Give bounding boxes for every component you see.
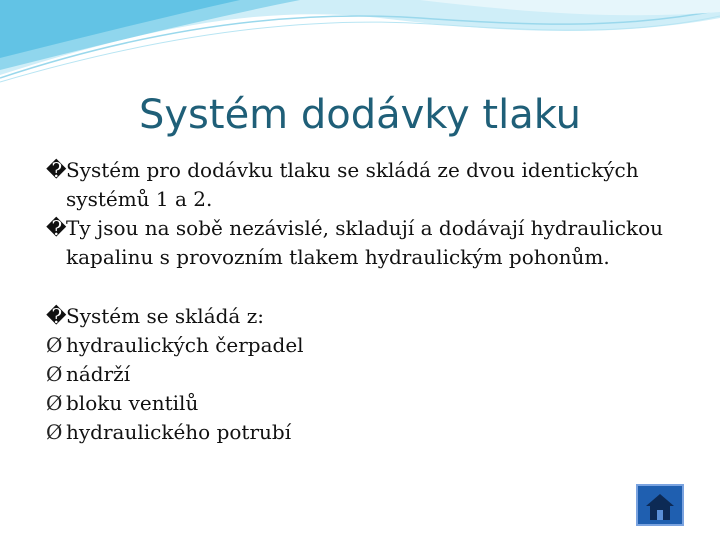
bullet-glyph: � [46, 158, 67, 182]
list-intro-text: Systém se skládá z: [66, 304, 264, 328]
list-item-text: nádrží [66, 362, 131, 386]
arrow-bullet: Ø [46, 420, 63, 444]
bullet-glyph: � [46, 216, 67, 240]
header-wave-decoration [0, 0, 720, 90]
paragraph-1 [46, 156, 686, 214]
paragraph-2 [46, 214, 686, 272]
paragraph-text: Ty jsou na sobě nezávislé, skladují a dodávají hydraulickou kapalinu s provozním tlakem hydraulickým pohonům. [66, 216, 664, 269]
arrow-bullet: Ø [46, 391, 63, 415]
arrow-bullet: Ø [46, 333, 63, 357]
slide-title: Systém dodávky tlaku [138, 92, 582, 138]
list-item-text: hydraulických čerpadel [66, 333, 304, 357]
list-item-text: hydraulického potrubí [66, 420, 292, 444]
list-item-text: bloku ventilů [66, 391, 199, 415]
paragraph-text: Systém pro dodávku tlaku se skládá ze dvou identických systémů 1 a 2. [66, 158, 639, 211]
home-button[interactable] [636, 484, 684, 526]
arrow-bullet: Ø [46, 362, 63, 386]
bullet-glyph: � [46, 304, 67, 328]
list-item [46, 360, 686, 389]
slide-content [46, 156, 686, 447]
list-intro [46, 302, 686, 331]
home-icon [644, 490, 676, 522]
list-item [46, 418, 686, 447]
list-item [46, 389, 686, 418]
list-item [46, 331, 686, 360]
